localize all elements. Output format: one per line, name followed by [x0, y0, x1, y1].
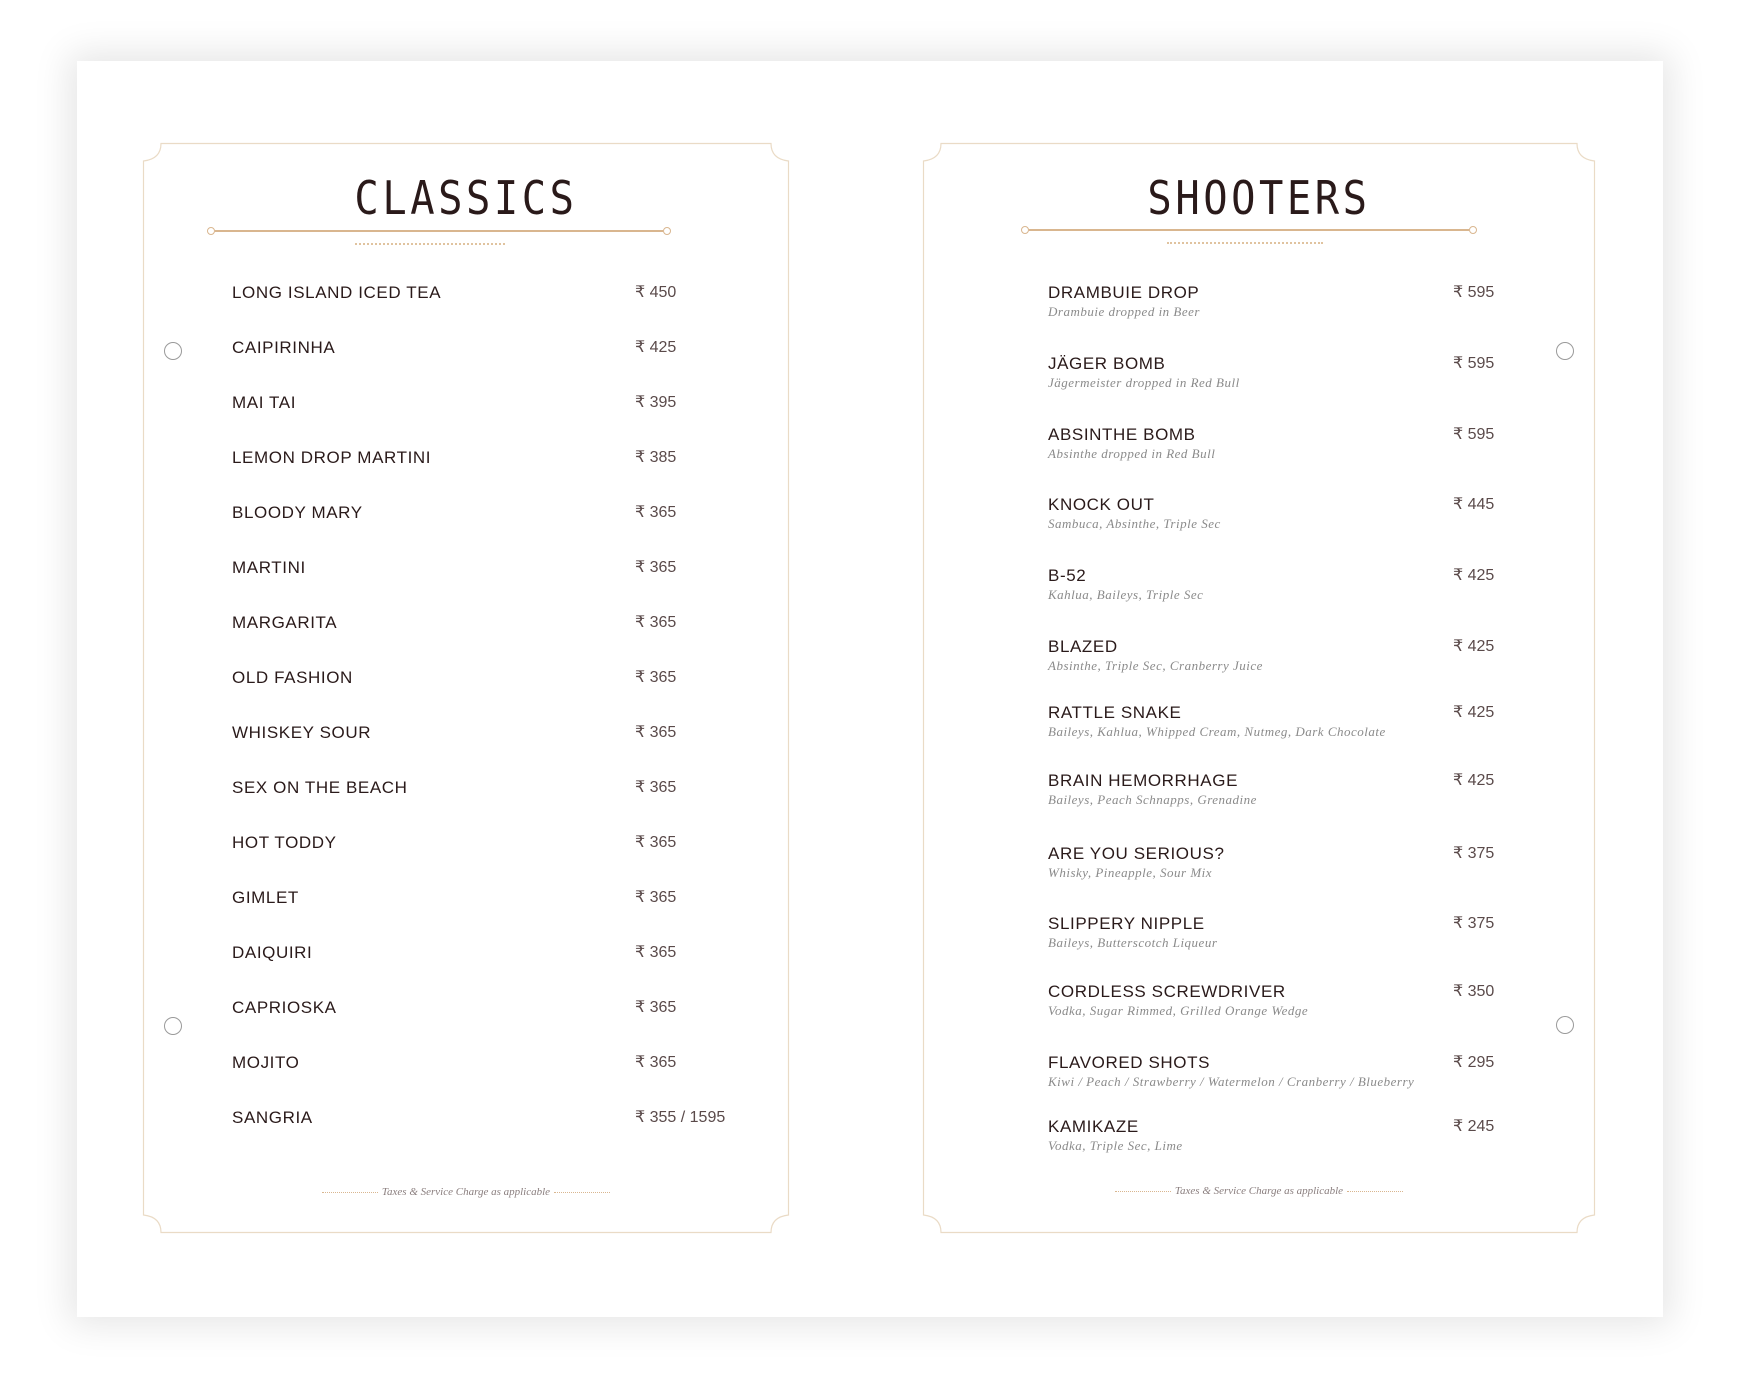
classics-item-name: MAI TAI [232, 393, 297, 412]
shooters-item-price: ₹ 245 [1453, 1118, 1495, 1135]
shooters-item-description: Drambuie dropped in Beer [1048, 304, 1200, 319]
classics-item-name: MOJITO [232, 1053, 300, 1072]
shooters-item-price: ₹ 425 [1453, 567, 1495, 584]
classics-item-name: LONG ISLAND ICED TEA [232, 283, 442, 302]
classics-item-price: ₹ 365 [635, 889, 677, 906]
shooters-title: SHOOTERS [1147, 171, 1371, 225]
shooters-title-rule [1029, 229, 1469, 231]
shooters-item-description: Jägermeister dropped in Red Bull [1048, 375, 1240, 390]
classics-title-dots [355, 243, 505, 245]
classics-item-price: ₹ 395 [635, 394, 677, 411]
shooters-item-price: ₹ 295 [1453, 1054, 1495, 1071]
shooters-item-name: DRAMBUIE DROP [1048, 283, 1200, 302]
shooters-item-description: Absinthe dropped in Red Bull [1048, 446, 1216, 461]
shooters-item-description: Baileys, Butterscotch Liqueur [1048, 935, 1218, 950]
shooters-item-price: ₹ 375 [1453, 845, 1495, 862]
shooters-item-price: ₹ 595 [1453, 284, 1495, 301]
shooters-item-description: Whisky, Pineapple, Sour Mix [1048, 865, 1213, 880]
shooters-item-name: SLIPPERY NIPPLE [1048, 914, 1205, 933]
footer-dots-right [554, 1192, 610, 1193]
shooters-item-name: FLAVORED SHOTS [1048, 1053, 1211, 1072]
classics-item-name: MARGARITA [232, 613, 338, 632]
classics-item-name: BLOODY MARY [232, 503, 363, 522]
shooters-footer [923, 1185, 1595, 1197]
punch-hole [164, 1017, 182, 1035]
shooters-item-description: Kahlua, Baileys, Triple Sec [1048, 587, 1204, 602]
classics-item-price: ₹ 355 / 1595 [635, 1109, 726, 1126]
shooters-item-description: Vodka, Triple Sec, Lime [1048, 1138, 1183, 1153]
classics-item-name: LEMON DROP MARTINI [232, 448, 432, 467]
shooters-footer-text: Taxes & Service Charge as applicable [1174, 1185, 1344, 1197]
shooters-item-name: JÄGER BOMB [1048, 354, 1166, 373]
classics-item-name: HOT TODDY [232, 833, 337, 852]
shooters-item-name: B-52 [1048, 566, 1087, 585]
shooters-item-name: ABSINTHE BOMB [1048, 425, 1196, 444]
shooters-item-price: ₹ 595 [1453, 355, 1495, 372]
shooters-item-price: ₹ 375 [1453, 915, 1495, 932]
footer-dots-left [1115, 1191, 1171, 1192]
shooters-item-description: Baileys, Kahlua, Whipped Cream, Nutmeg, Dark Chocolate [1048, 724, 1386, 739]
punch-hole [1556, 1016, 1574, 1034]
classics-item-name: WHISKEY SOUR [232, 723, 372, 742]
classics-item-name: GIMLET [232, 888, 299, 907]
classics-item-price: ₹ 450 [635, 284, 677, 301]
shooters-item-name: KNOCK OUT [1048, 495, 1155, 514]
shooters-item-price: ₹ 445 [1453, 496, 1495, 513]
classics-item-price: ₹ 365 [635, 944, 677, 961]
shooters-item-price: ₹ 425 [1453, 638, 1495, 655]
shooters-item-description: Sambuca, Absinthe, Triple Sec [1048, 516, 1221, 531]
classics-item-name: DAIQUIRI [232, 943, 313, 962]
shooters-item-price: ₹ 595 [1453, 426, 1495, 443]
classics-item-price: ₹ 365 [635, 724, 677, 741]
shooters-item-description: Absinthe, Triple Sec, Cranberry Juice [1048, 658, 1263, 673]
shooters-item-description: Kiwi / Peach / Strawberry / Watermelon / Cranberry / Blueberry [1048, 1074, 1415, 1089]
classics-item-name: SEX ON THE BEACH [232, 778, 408, 797]
shooters-item-price: ₹ 425 [1453, 772, 1495, 789]
shooters-item-name: RATTLE SNAKE [1048, 703, 1182, 722]
shooters-item-name: ARE YOU SERIOUS? [1048, 844, 1225, 863]
shooters-item-name: BRAIN HEMORRHAGE [1048, 771, 1239, 790]
classics-item-price: ₹ 365 [635, 504, 677, 521]
classics-item-name: CAIPIRINHA [232, 338, 336, 357]
shooters-panel [923, 143, 1595, 1233]
classics-item-price: ₹ 365 [635, 1054, 677, 1071]
shooters-item-description: Baileys, Peach Schnapps, Grenadine [1048, 792, 1257, 807]
footer-dots-right [1347, 1191, 1403, 1192]
classics-item-price: ₹ 365 [635, 614, 677, 631]
shooters-item-name: CORDLESS SCREWDRIVER [1048, 982, 1286, 1001]
classics-footer-text: Taxes & Service Charge as applicable [381, 1186, 551, 1198]
punch-hole [1556, 342, 1574, 360]
classics-footer [143, 1186, 789, 1198]
classics-item-price: ₹ 385 [635, 449, 677, 466]
classics-title-rule [215, 230, 663, 232]
classics-item-name: MARTINI [232, 558, 306, 577]
classics-item-price: ₹ 365 [635, 669, 677, 686]
shooters-item-price: ₹ 350 [1453, 983, 1495, 1000]
classics-item-name: CAPRIOSKA [232, 998, 337, 1017]
classics-item-name: SANGRIA [232, 1108, 313, 1127]
menu-sheet [77, 61, 1663, 1317]
shooters-item-name: BLAZED [1048, 637, 1118, 656]
shooters-item-name: KAMIKAZE [1048, 1117, 1139, 1136]
classics-item-price: ₹ 365 [635, 559, 677, 576]
shooters-item-price: ₹ 425 [1453, 704, 1495, 721]
shooters-title-dots [1167, 242, 1323, 244]
classics-panel [143, 143, 789, 1233]
footer-dots-left [322, 1192, 378, 1193]
punch-hole [164, 342, 182, 360]
classics-item-price: ₹ 425 [635, 339, 677, 356]
classics-title: CLASSICS [354, 171, 578, 225]
classics-item-price: ₹ 365 [635, 779, 677, 796]
shooters-item-description: Vodka, Sugar Rimmed, Grilled Orange Wedge [1048, 1003, 1309, 1018]
classics-item-name: OLD FASHION [232, 668, 353, 687]
classics-item-price: ₹ 365 [635, 999, 677, 1016]
classics-item-price: ₹ 365 [635, 834, 677, 851]
